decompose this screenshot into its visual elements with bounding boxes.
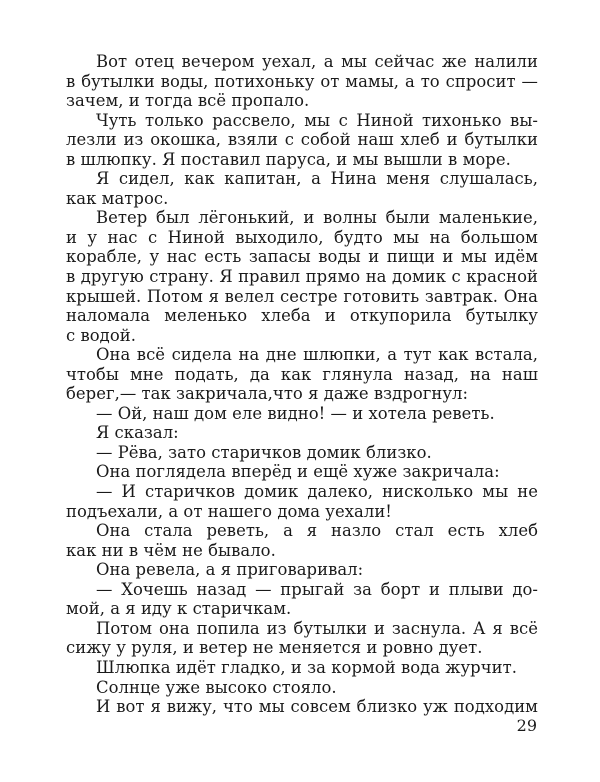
text-line: в шлюпку. Я поставил паруса, и мы вышли в море. — [66, 149, 511, 169]
text-line: как ни в чём не бывало. — [66, 540, 276, 560]
text-line: Ветер был лёгонький, и волны были маленькие, — [96, 208, 538, 228]
text-line: И вот я вижу, что мы совсем близко уж подходим — [96, 697, 538, 717]
text-line: — Ой, наш дом еле видно! — и хотела реветь. — [96, 403, 495, 423]
text-line: чтобы мне подать, да как глянула назад, на наш — [66, 364, 538, 384]
text-line: берег,— так закричала,что я даже вздрогнул: — [66, 384, 469, 404]
text-line: как матрос. — [66, 188, 169, 208]
text-line: Солнце уже высоко стояло. — [96, 677, 337, 697]
text-line: Вот отец вечером уехал, а мы сейчас же налили — [96, 52, 538, 71]
text-line: Она поглядела вперёд и ещё хуже закричала: — [96, 462, 500, 482]
text-line: Она стала реветь, а я назло стал есть хлеб — [96, 521, 538, 541]
text-line: Шлюпка идёт гладко, и за кормой вода журчит. — [96, 657, 517, 677]
text-line: и у нас с Ниной выходило, будто мы на большом — [66, 227, 538, 247]
text-line: — Хочешь назад — прыгай за борт и плыви до- — [96, 579, 538, 599]
text-line: крышей. Потом я велел сестре готовить завтрак. Она — [66, 286, 538, 306]
text-line: сижу у руля, и ветер не меняется и ровно дует. — [66, 638, 483, 658]
text-line: зачем, и тогда всё пропало. — [66, 91, 310, 111]
text-line: корабле, у нас есть запасы воды и пищи и мы идём — [66, 247, 538, 267]
text-line: Она ревела, а я приговаривал: — [96, 560, 364, 580]
text-line: — И старичков домик далеко, нисколько мы не — [96, 482, 538, 502]
page-body — [66, 52, 538, 717]
text-line: Я сидел, как капитан, а Нина меня слушалась, — [96, 169, 538, 189]
text-line: Она всё сидела на дне шлюпки, а тут как встала, — [96, 345, 538, 365]
text-line: подъехали, а от нашего дома уехали! — [66, 501, 392, 521]
page-number: 29 — [516, 716, 537, 735]
text-line: Потом она попила из бутылки и заснула. А я всё — [96, 618, 538, 638]
text-line: — Рёва, зато старичков домик близко. — [96, 442, 432, 462]
text-line: мой, а я иду к старичкам. — [66, 599, 292, 619]
text-line: в бутылки воды, потихоньку от мамы, а то спросит — — [66, 71, 538, 91]
text-line: с водой. — [66, 325, 136, 345]
text-line: лезли из окошка, взяли с собой наш хлеб и бутылки — [66, 130, 538, 150]
text-line: Чуть только рассвело, мы с Ниной тихонько вы- — [96, 110, 538, 130]
text-line: наломала меленько хлеба и откупорила бутылку — [66, 306, 538, 326]
text-line: в другую страну. Я правил прямо на домик с красной — [66, 267, 538, 287]
text-line: Я сказал: — [96, 423, 179, 443]
